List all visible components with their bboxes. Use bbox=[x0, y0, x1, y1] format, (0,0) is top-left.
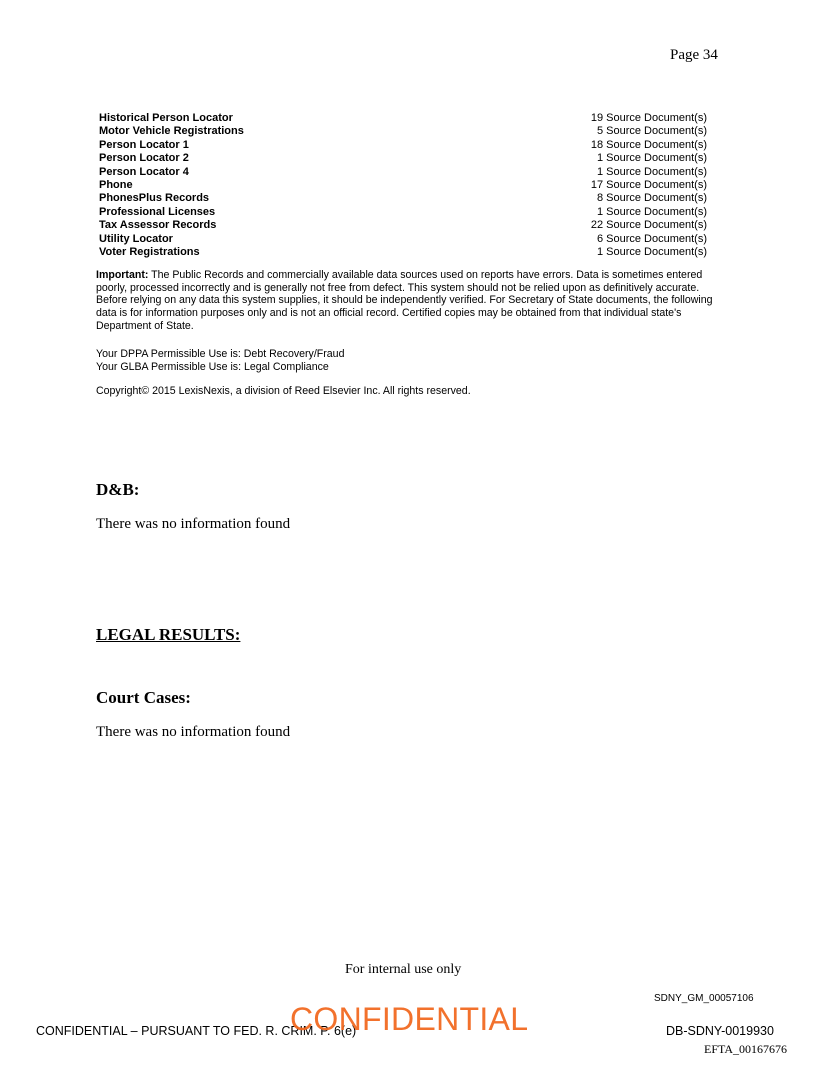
source-row bbox=[99, 139, 707, 152]
important-notice bbox=[96, 269, 726, 333]
source-name: Person Locator 4 bbox=[99, 165, 189, 178]
source-count: 19 Source Document(s) bbox=[590, 112, 707, 124]
confidential-footer: CONFIDENTIAL – PURSUANT TO FED. R. CRIM. P. 6(e) bbox=[36, 1024, 357, 1038]
source-count: 5 Source Document(s) bbox=[596, 125, 707, 138]
internal-use-note: For internal use only bbox=[345, 962, 462, 977]
source-name: Historical Person Locator bbox=[99, 112, 233, 124]
bates-number-sdny: SDNY_GM_00057106 bbox=[654, 993, 754, 1004]
important-text: The Public Records and commercially available data sources used on reports have errors. Data is sometimes entered poorly, processed incorrectly and is generally not free from defect. This system should not be relied upon as definitively accurate. Before relying on any data this system supplies, it should be independently verified. For Secretary of State documents, the following data is for information purposes only and is not an official record. Certified copies may be obtained from that individual state's Department of State. bbox=[96, 269, 713, 332]
source-count: 8 Source Document(s) bbox=[596, 192, 707, 205]
bates-number-db: DB-SDNY-0019930 bbox=[666, 1024, 774, 1038]
court-cases-text: There was no information found bbox=[96, 724, 291, 740]
source-name: Professional Licenses bbox=[99, 205, 216, 218]
source-row bbox=[99, 246, 707, 259]
legal-results-heading: LEGAL RESULTS: bbox=[96, 625, 241, 644]
source-row bbox=[99, 192, 707, 205]
source-name: Person Locator 2 bbox=[99, 152, 189, 165]
source-count: 6 Source Document(s) bbox=[596, 232, 707, 245]
efta-number: EFTA_00167676 bbox=[704, 1042, 788, 1056]
source-list bbox=[99, 112, 707, 259]
court-cases-heading: Court Cases: bbox=[96, 688, 191, 707]
confidential-stamp: CONFIDENTIAL bbox=[290, 1001, 529, 1037]
source-count: 1 Source Document(s) bbox=[596, 205, 707, 218]
source-row bbox=[99, 206, 707, 219]
source-count: 1 Source Document(s) bbox=[596, 152, 707, 165]
source-name: Motor Vehicle Registrations bbox=[99, 125, 244, 138]
source-count: 17 Source Document(s) bbox=[590, 178, 707, 191]
source-name: Voter Registrations bbox=[99, 245, 200, 258]
source-count: 18 Source Document(s) bbox=[590, 138, 707, 151]
source-row bbox=[99, 219, 707, 232]
source-row bbox=[99, 233, 707, 246]
dnb-text: There was no information found bbox=[96, 516, 291, 532]
important-label: Important: bbox=[96, 269, 149, 281]
source-name: Utility Locator bbox=[99, 232, 173, 245]
copyright: Copyright© 2015 LexisNexis, a division of Reed Elsevier Inc. All rights reserved. bbox=[96, 385, 471, 397]
dnb-heading: D&B: bbox=[96, 480, 140, 499]
source-count: 22 Source Document(s) bbox=[590, 219, 707, 232]
source-row bbox=[99, 152, 707, 165]
source-row bbox=[99, 125, 707, 138]
page-number: Page 34 bbox=[670, 47, 718, 63]
source-name: Phone bbox=[99, 178, 133, 191]
source-name: Person Locator 1 bbox=[99, 138, 189, 151]
glba-use: Your GLBA Permissible Use is: Legal Compliance bbox=[96, 361, 329, 373]
source-row bbox=[99, 179, 707, 192]
source-name: Tax Assessor Records bbox=[99, 219, 217, 232]
dppa-use: Your DPPA Permissible Use is: Debt Recovery/Fraud bbox=[96, 348, 345, 360]
source-count: 1 Source Document(s) bbox=[596, 245, 707, 258]
source-row bbox=[99, 112, 707, 125]
source-name: PhonesPlus Records bbox=[99, 192, 210, 205]
source-row bbox=[99, 166, 707, 179]
source-count: 1 Source Document(s) bbox=[596, 165, 707, 178]
